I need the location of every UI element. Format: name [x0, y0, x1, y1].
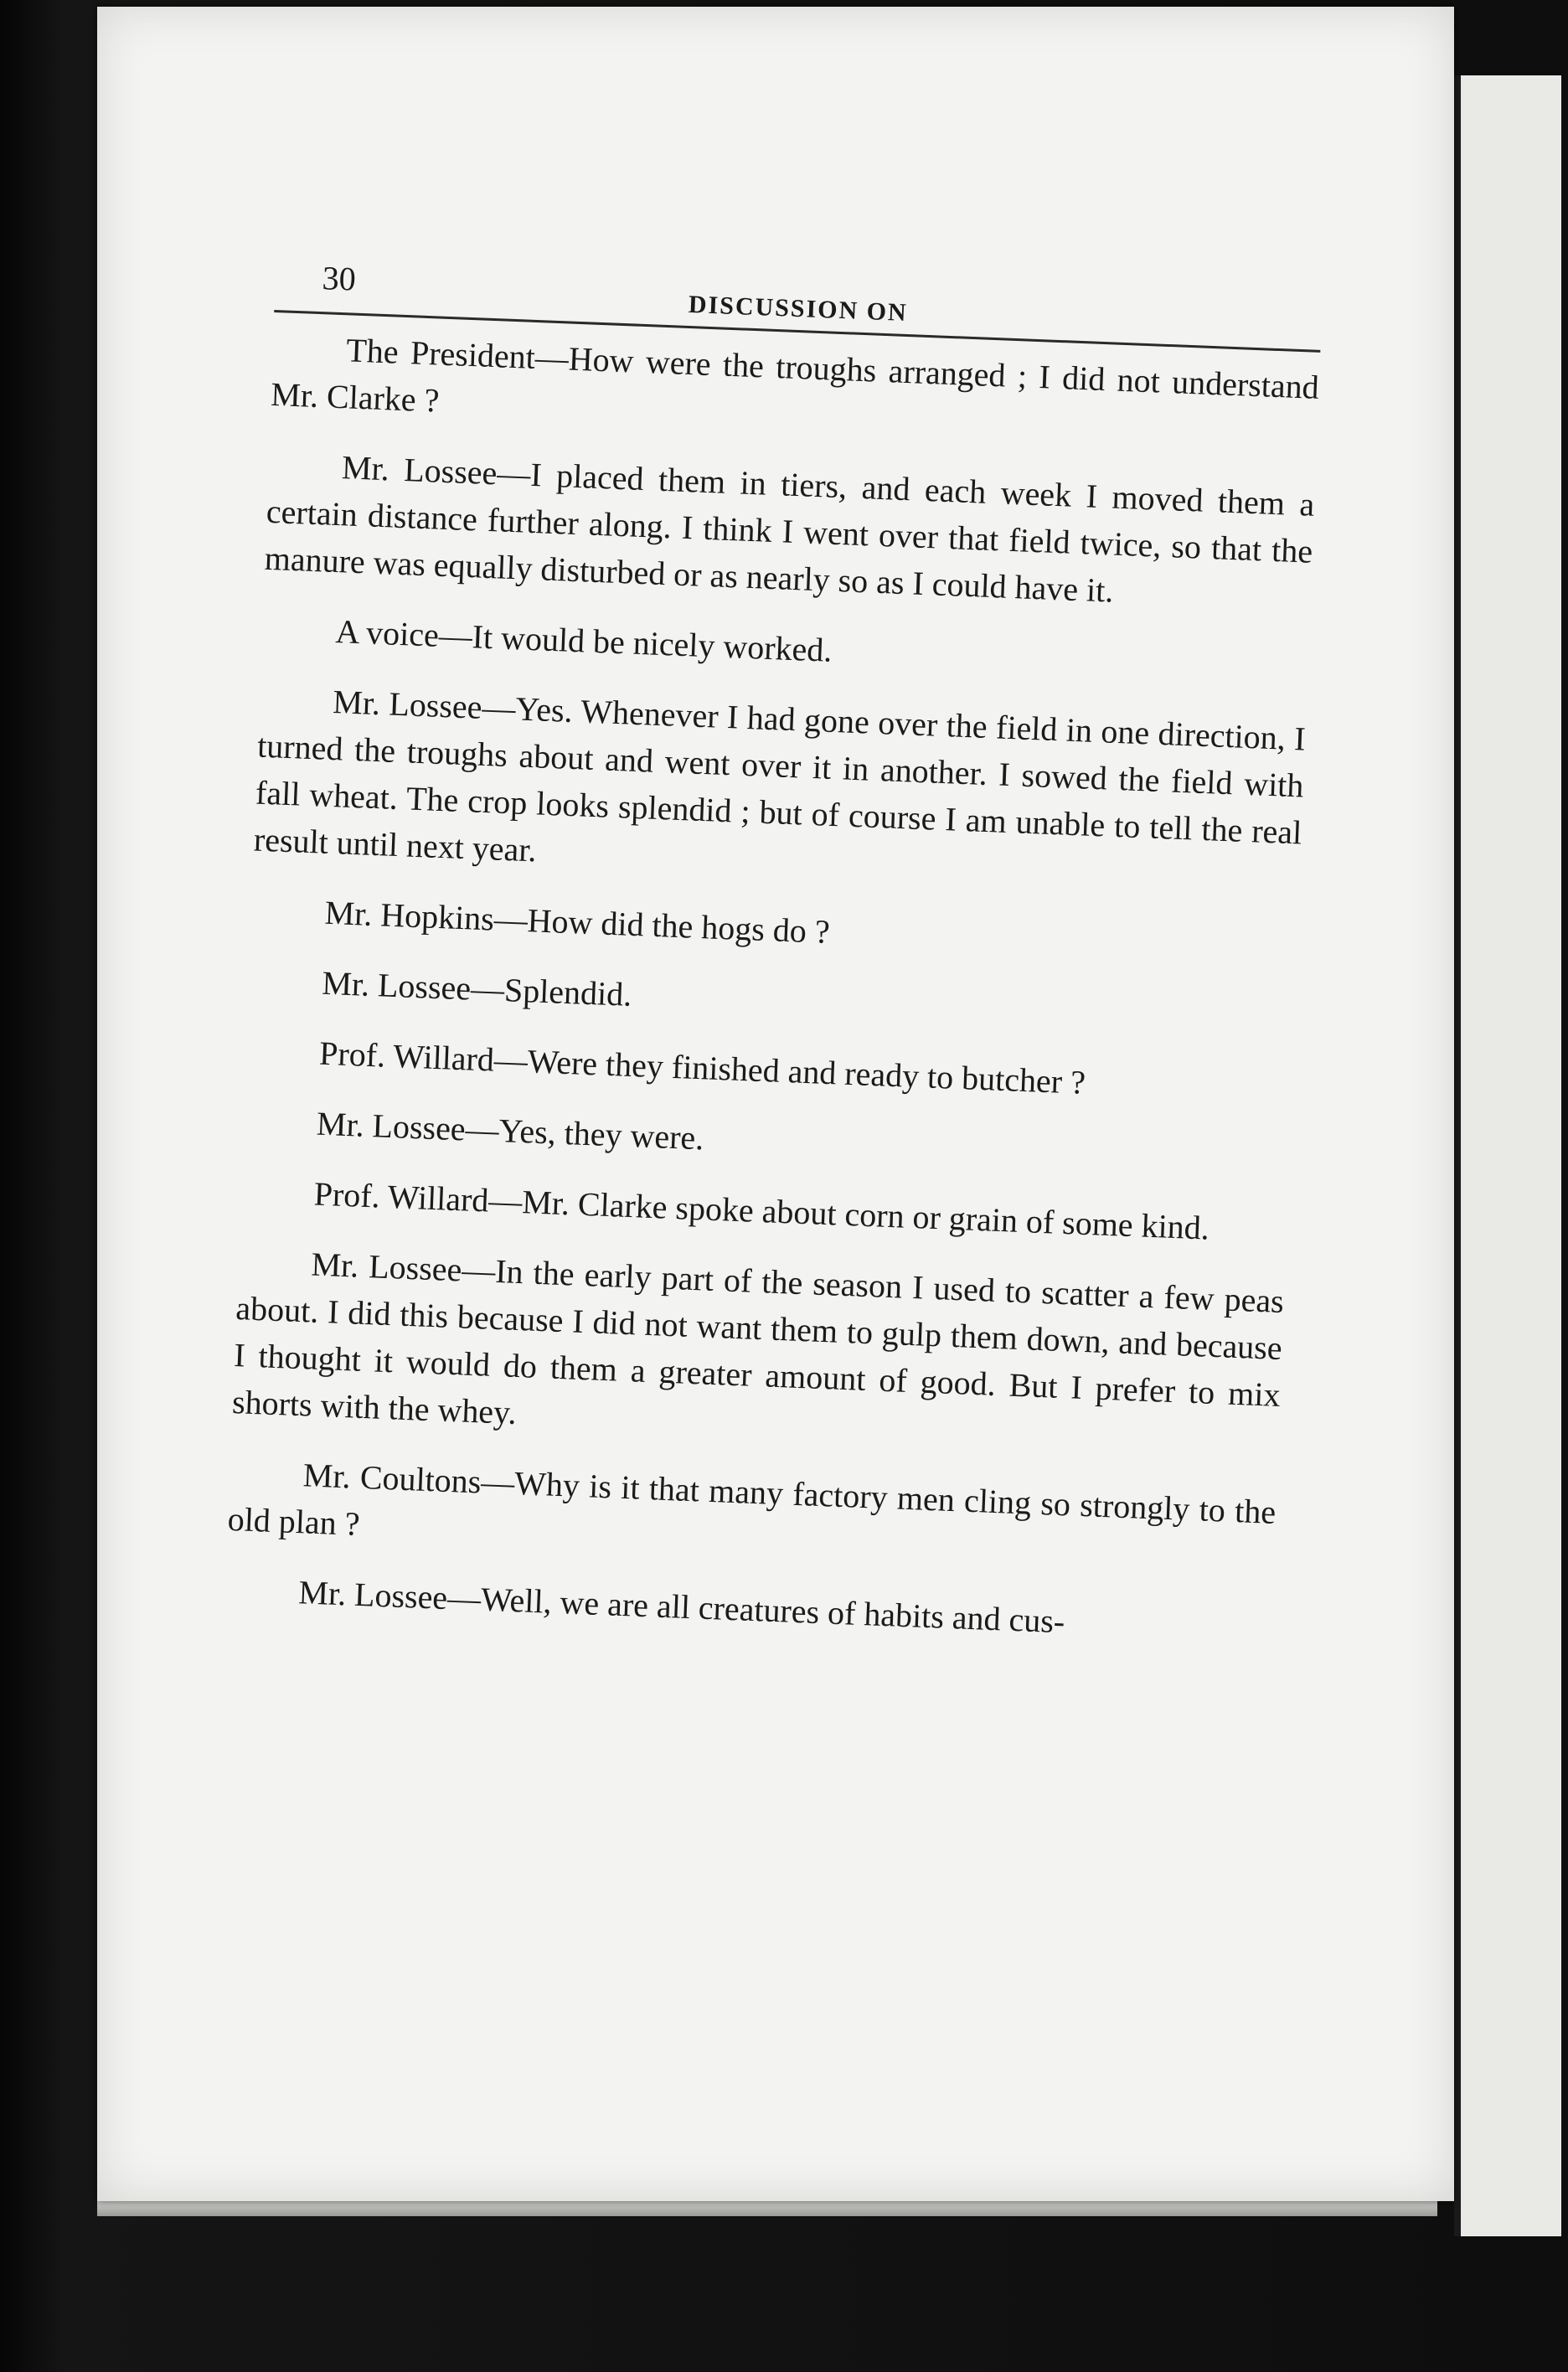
page-content [223, 251, 1323, 1677]
adjacent-page-edge [1454, 75, 1561, 2236]
paragraph-lossee-habits: Mr. Lossee—Well, we are all creatures of habits and cus- [297, 1573, 1066, 1641]
paragraph-president-question: The President—How were the troughs arranged ; I did not understand Mr. Clarke ? [270, 331, 1320, 420]
paragraph-lossee-yes: Mr. Lossee—Yes, they were. [316, 1104, 705, 1158]
running-head: DISCUSSION ON [688, 290, 909, 327]
paragraph-voice: A voice—It would be nicely worked. [334, 612, 833, 669]
paragraph-lossee-splendid: Mr. Lossee—Splendid. [321, 963, 633, 1013]
page-number: 30 [321, 259, 357, 298]
page-bottom-edge [97, 2201, 1437, 2216]
paragraph-willard-butcher: Prof. Willard—Were they finished and ready to butcher ? [318, 1034, 1086, 1101]
paragraph-lossee-peas: Mr. Lossee—In the early part of the season I used to scatter a few peas about. I did this because I did not want them to gulp them down, and because I thought it would do them a greater amount of good. But I prefer to mix shorts with the whey. [231, 1245, 1285, 1432]
paragraph-hopkins-question: Mr. Hopkins—How did the hogs do ? [323, 893, 831, 951]
paragraph-willard-corn: Prof. Willard—Mr. Clarke spoke about corn or grain of some kind. [312, 1174, 1210, 1247]
paragraph-coultons-question: Mr. Coultons—Why is it that many factory men cling so strongly to the old plan ? [226, 1456, 1277, 1543]
paragraph-lossee-troughs: Mr. Lossee—Yes. Whenever I had gone over the field in one direction, I turned the troughs about and went over it in another. I sowed the field with fall wheat. The crop looks splendid ; but of course I am unable to tell the real result until next year. [253, 683, 1307, 869]
paragraph-lossee-tiers: Mr. Lossee—I placed them in tiers, and each week I moved them a certain distance further along. I think I went over that field twice, so that the manure was equally disturbed or as nearly so as I could have it. [264, 448, 1316, 610]
